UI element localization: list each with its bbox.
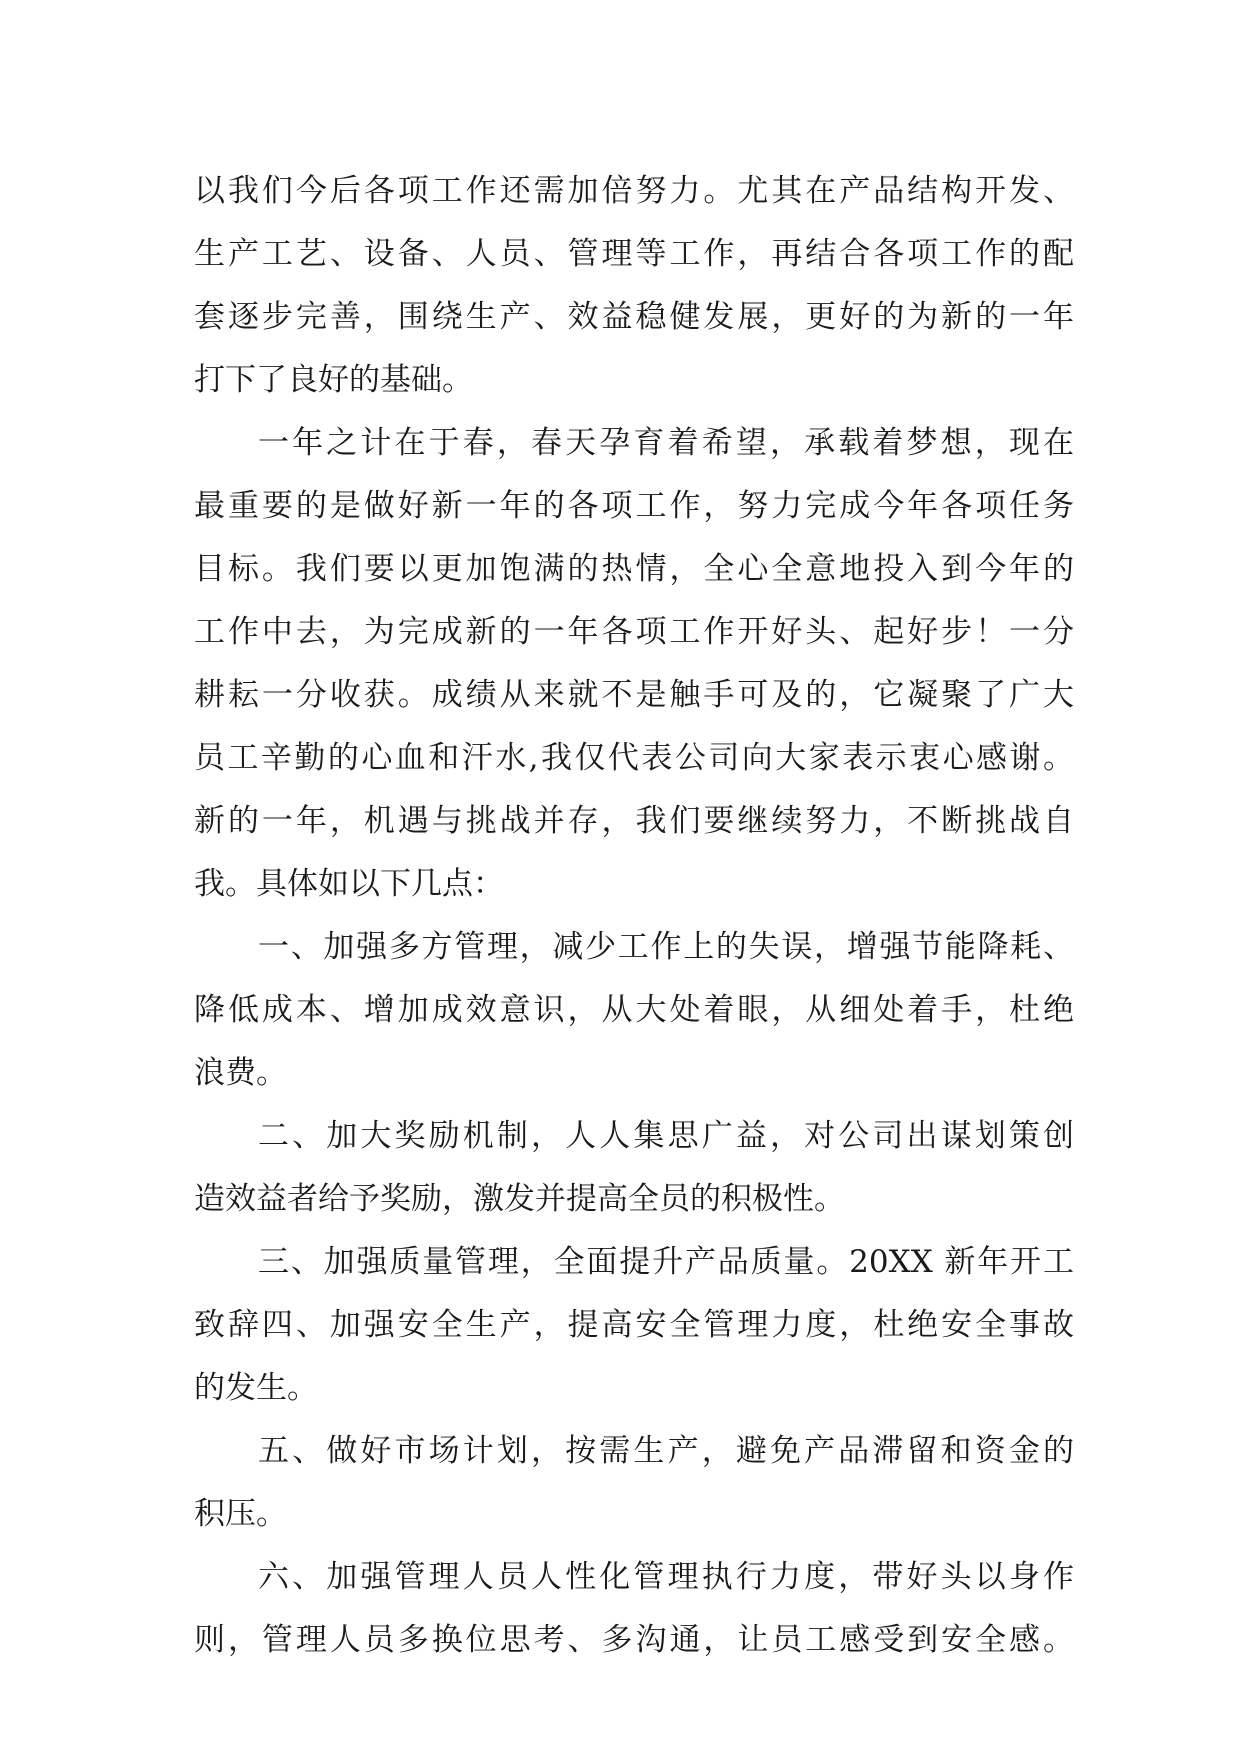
list-item-1-line: 一、加强多方管理，减少工作上的失误，增强节能降耗、 (258, 929, 1074, 965)
text-line: 浪费。 (194, 1055, 287, 1091)
list-item-6-line: 六、加强管理人员人性化管理执行力度，带好头以身作 (258, 1559, 1074, 1595)
text-line: 则，管理人员多换位思考、多沟通，让员工感受到安全感。 (194, 1622, 1074, 1658)
list-item-2-line: 二、加大奖励机制，人人集思广益，对公司出谋划策创 (258, 1118, 1074, 1154)
text-line: 我。具体如以下几点： (194, 866, 504, 902)
text-line: 降低成本、增加成效意识，从大处着眼，从细处着手，杜绝 (194, 992, 1074, 1028)
text-line: 的发生。 (194, 1370, 318, 1406)
text-line: 以我们今后各项工作还需加倍努力。尤其在产品结构开发、 (194, 173, 1074, 209)
text-line: 积压。 (194, 1496, 287, 1532)
text-line: 造效益者给予奖励，激发并提高全员的积极性。 (194, 1181, 845, 1217)
text-line: 新的一年，机遇与挑战并存，我们要继续努力，不断挑战自 (194, 803, 1074, 839)
text-line: 打下了良好的基础。 (194, 362, 473, 398)
text-line: 工作中去，为完成新的一年各项工作开好头、起好步！一分 (194, 614, 1074, 650)
list-item-3-line: 三、加强质量管理，全面提升产品质量。20XX 新年开工 (258, 1244, 1074, 1280)
text-line: 员工辛勤的心血和汗水,我仅代表公司向大家表示衷心感谢。 (194, 740, 1074, 776)
list-item-5-line: 五、做好市场计划，按需生产，避免产品滞留和资金的 (258, 1433, 1074, 1469)
text-line: 最重要的是做好新一年的各项工作，努力完成今年各项任务 (194, 488, 1074, 524)
document-body (194, 160, 1074, 1672)
text-line: 致辞四、加强安全生产，提高安全管理力度，杜绝安全事故 (194, 1307, 1074, 1343)
text-line: 套逐步完善，围绕生产、效益稳健发展，更好的为新的一年 (194, 299, 1074, 335)
text-line: 耕耘一分收获。成绩从来就不是触手可及的，它凝聚了广大 (194, 677, 1074, 713)
text-line: 生产工艺、设备、人员、管理等工作，再结合各项工作的配 (194, 236, 1074, 272)
text-line: 目标。我们要以更加饱满的热情，全心全意地投入到今年的 (194, 551, 1074, 587)
paragraph-start-line: 一年之计在于春，春天孕育着希望，承载着梦想，现在 (258, 425, 1074, 461)
